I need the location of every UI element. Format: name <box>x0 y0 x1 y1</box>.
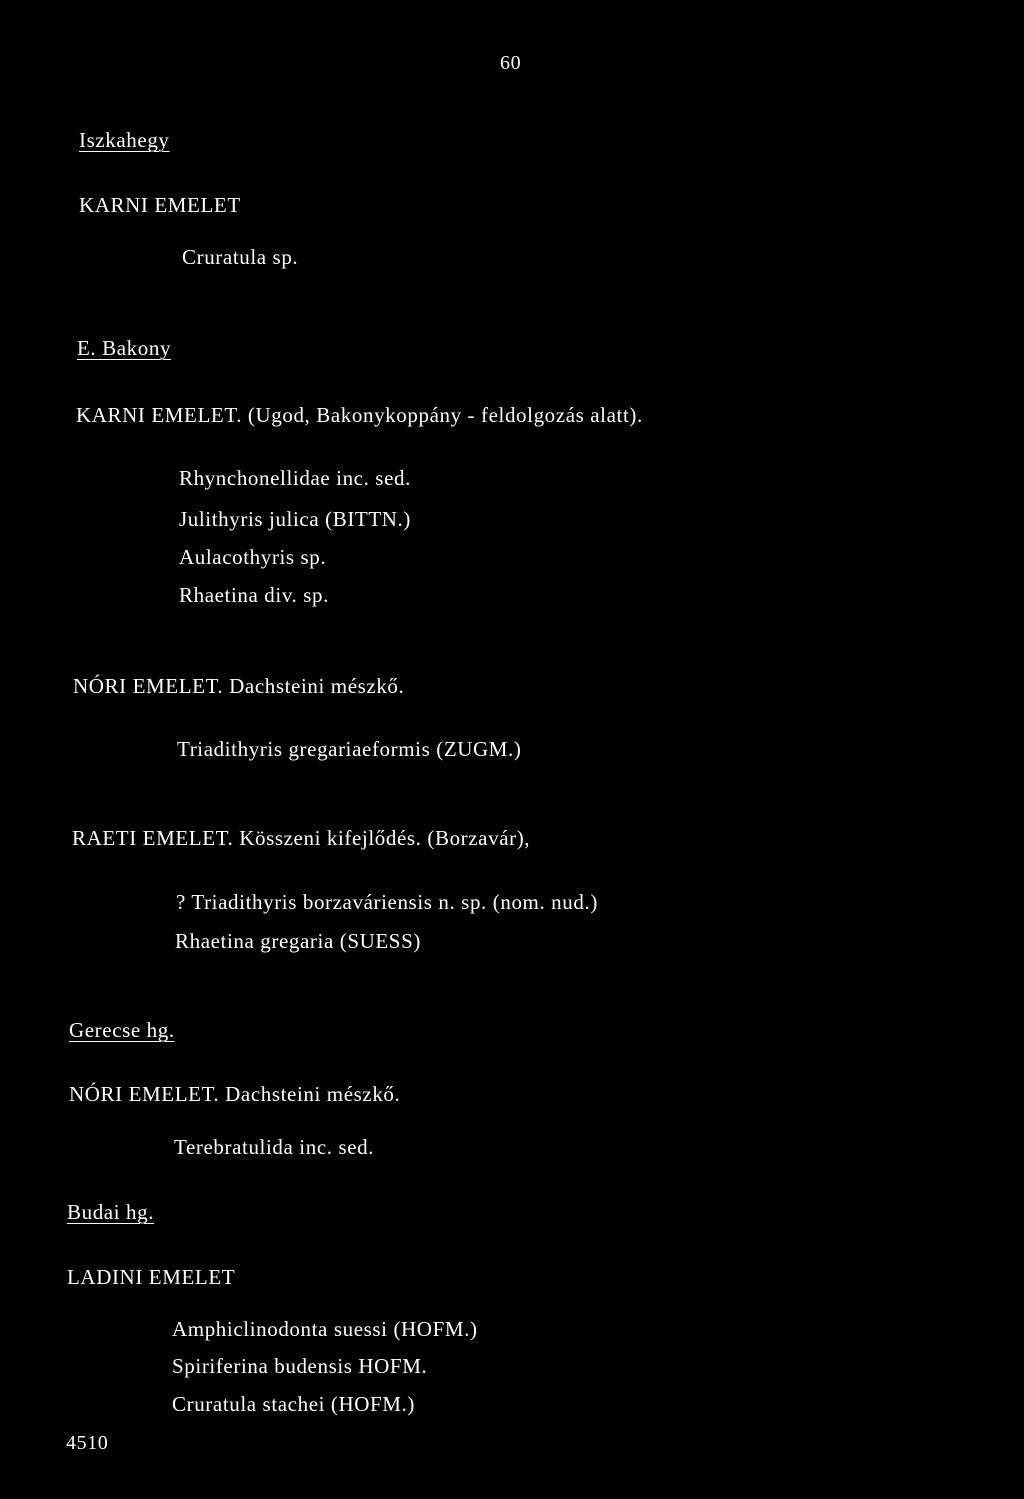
section-heading: E. Bakony <box>77 336 172 360</box>
species-name: Rhaetina gregaria (SUESS) <box>175 929 421 953</box>
stage-title: KARNI EMELET. (Ugod, Bakonykoppány - feldolgozás alatt). <box>76 403 643 427</box>
species-name: Rhaetina div. sp. <box>179 583 329 607</box>
species-name: Amphiclinodonta suessi (HOFM.) <box>172 1317 478 1341</box>
stage-title: LADINI EMELET <box>67 1265 236 1289</box>
species-name: ? Triadithyris borzaváriensis n. sp. (nom. nud.) <box>176 890 598 914</box>
section-heading: Iszkahegy <box>79 128 170 152</box>
stage-title: NÓRI EMELET. Dachsteini mészkő. <box>69 1082 401 1106</box>
stage-title: KARNI EMELET <box>79 193 241 217</box>
species-name: Spiriferina budensis HOFM. <box>172 1354 428 1378</box>
species-name: Terebratulida inc. sed. <box>174 1135 375 1159</box>
species-name: Julithyris julica (BITTN.) <box>179 507 411 531</box>
footer-code: 4510 <box>66 1432 109 1454</box>
species-name: Triadithyris gregariaeformis (ZUGM.) <box>177 737 522 761</box>
stage-title: NÓRI EMELET. Dachsteini mészkő. <box>73 674 405 698</box>
species-name: Cruratula sp. <box>182 245 299 269</box>
section-heading: Gerecse hg. <box>69 1018 175 1042</box>
stage-title: RAETI EMELET. Kösszeni kifejlődés. (Borzavár), <box>72 826 531 850</box>
page-number: 60 <box>500 52 522 74</box>
species-name: Rhynchonellidae inc. sed. <box>179 466 411 490</box>
species-name: Aulacothyris sp. <box>179 545 327 569</box>
section-heading: Budai hg. <box>67 1200 155 1224</box>
species-name: Cruratula stachei (HOFM.) <box>172 1392 416 1416</box>
